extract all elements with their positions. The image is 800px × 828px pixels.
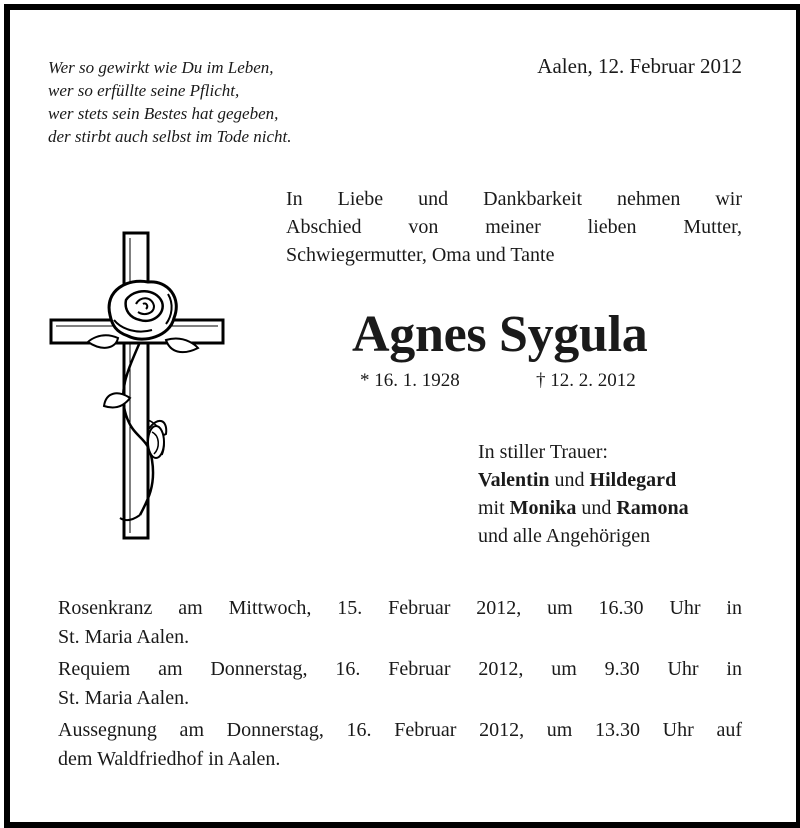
place-date: Aalen, 12. Februar 2012 xyxy=(537,54,742,78)
service-item xyxy=(58,655,742,713)
mourner-name: Ramona xyxy=(616,497,689,519)
service-line: Requiem am Donnerstag, 16. Februar 2012, um 9.30 Uhr in xyxy=(58,658,742,680)
death-date: † 12. 2. 2012 xyxy=(536,370,636,391)
conjunction: und xyxy=(581,497,612,519)
mourners-line xyxy=(478,466,689,494)
mourner-name: Monika xyxy=(509,497,577,519)
poem-line: wer so erfüllte seine Pflicht, xyxy=(48,81,240,100)
service-line: Rosenkranz am Mittwoch, 15. Februar 2012, um 16.30 Uhr in xyxy=(58,597,742,619)
poem-line: wer stets sein Bestes hat gegeben, xyxy=(48,104,279,123)
intro-text xyxy=(286,185,742,269)
conjunction: und xyxy=(554,469,585,491)
intro-line: Abschied von meiner lieben Mutter, xyxy=(286,216,742,238)
cross-with-rose-icon xyxy=(48,230,226,542)
birth-date: * 16. 1. 1928 xyxy=(360,370,460,391)
service-schedule xyxy=(58,594,742,777)
conjunction: mit xyxy=(478,497,505,519)
mourner-name: Hildegard xyxy=(589,469,677,491)
poem-line: der stirbt auch selbst im Tode nicht. xyxy=(48,127,292,146)
mourners xyxy=(478,438,689,550)
mourners-line xyxy=(478,494,689,522)
mourner-name: Valentin xyxy=(478,469,550,491)
service-line: dem Waldfriedhof in Aalen. xyxy=(58,748,281,770)
poem-line: Wer so gewirkt wie Du im Leben, xyxy=(48,58,274,77)
poem xyxy=(48,56,292,148)
intro-line: In Liebe und Dankbarkeit nehmen wir xyxy=(286,188,742,210)
intro-line: Schwiegermutter, Oma und Tante xyxy=(286,244,555,266)
service-item xyxy=(58,594,742,652)
service-line: St. Maria Aalen. xyxy=(58,626,190,648)
service-line: Aussegnung am Donnerstag, 16. Februar 2012, um 13.30 Uhr auf xyxy=(58,719,742,741)
deceased-name: Agnes Sygula xyxy=(352,306,648,363)
service-line: St. Maria Aalen. xyxy=(58,687,190,709)
mourners-others: und alle Angehörigen xyxy=(478,525,651,547)
mourners-heading: In stiller Trauer: xyxy=(478,441,608,463)
service-item xyxy=(58,716,742,774)
